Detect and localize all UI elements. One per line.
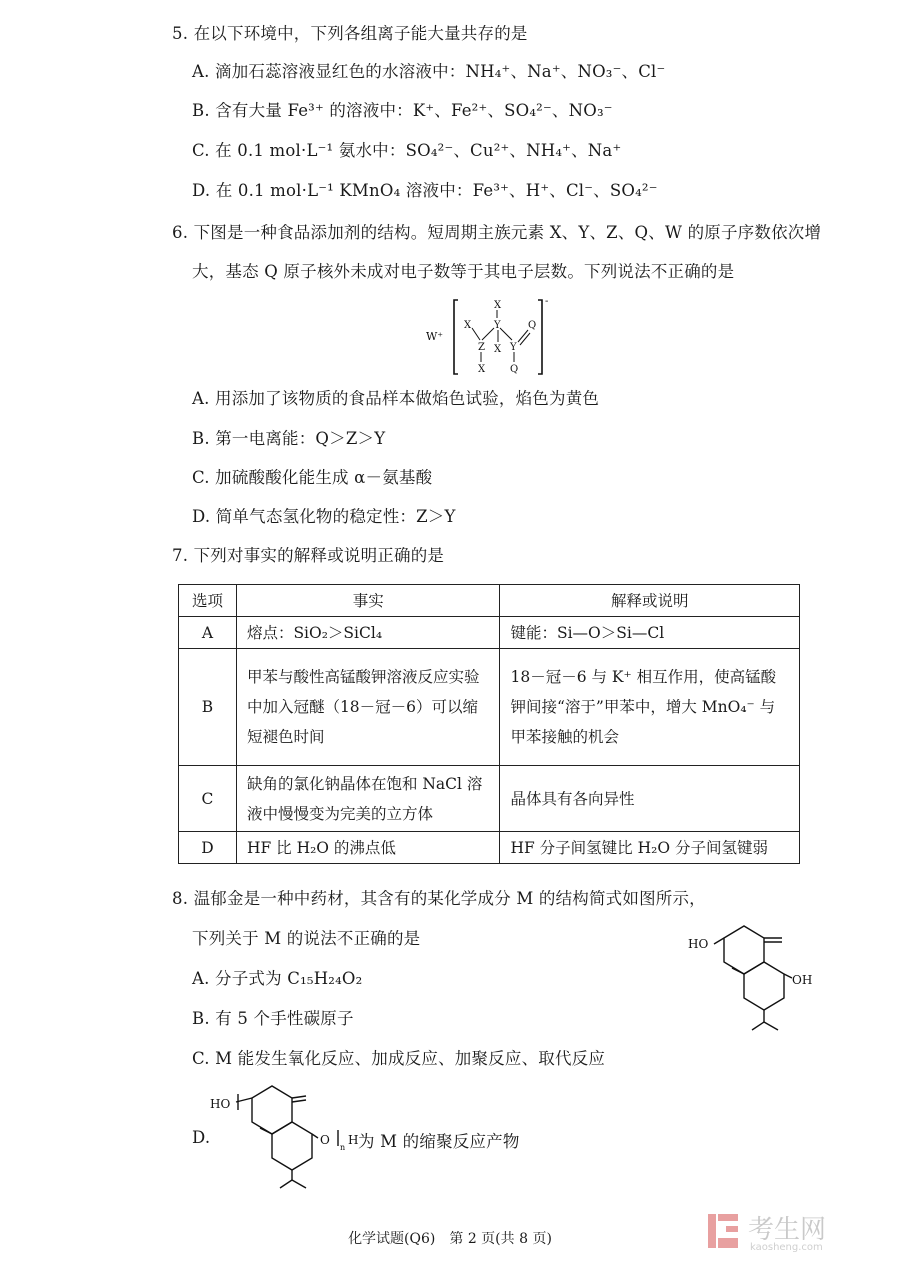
q5-option-d: D. 在 0.1 mol·L⁻¹ KMnO₄ 溶液中：Fe³⁺、H⁺、Cl⁻、SO₄²⁻ bbox=[192, 181, 658, 200]
row-c-fact: 缺角的氯化钠晶体在饱和 NaCl 溶液中慢慢变为完美的立方体 bbox=[236, 766, 500, 832]
q8-mol-oh: OH bbox=[792, 973, 813, 987]
page-footer: 化学试题(Q6) 第 2 页(共 8 页) bbox=[348, 1231, 552, 1247]
q5-option-c: C. 在 0.1 mol·L⁻¹ 氨水中：SO₄²⁻、Cu²⁺、NH₄⁺、Na⁺ bbox=[192, 141, 622, 160]
row-c-option: C bbox=[179, 766, 237, 832]
q8-polymer-o: O bbox=[320, 1133, 330, 1147]
watermark-url: kaosheng.com bbox=[750, 1242, 823, 1253]
q6-option-d: D. 简单气态氢化物的稳定性：Z＞Y bbox=[192, 507, 456, 526]
table-header-explanation: 解释或说明 bbox=[500, 585, 800, 617]
q5-option-b: B. 含有大量 Fe³⁺ 的溶液中：K⁺、Fe²⁺、SO₄²⁻、NO₃⁻ bbox=[192, 101, 613, 120]
table-row bbox=[179, 649, 800, 766]
q7-stem: 7. 下列对事实的解释或说明正确的是 bbox=[172, 546, 445, 565]
row-d-explanation: HF 分子间氢键比 H₂O 分子间氢键弱 bbox=[500, 832, 800, 864]
row-b-option: B bbox=[179, 649, 237, 766]
q8-polymer-h: H bbox=[348, 1133, 358, 1147]
table-row bbox=[179, 766, 800, 832]
q6-struct-w: W⁺ bbox=[426, 330, 444, 343]
table-header-option: 选项 bbox=[179, 585, 237, 617]
row-a-option: A bbox=[179, 617, 237, 649]
q8-option-c: C. M 能发生氧化反应、加成反应、加聚反应、取代反应 bbox=[192, 1049, 606, 1068]
q6-struct-y-right: Y bbox=[510, 342, 517, 353]
table-header-row bbox=[179, 585, 800, 617]
q6-struct-x-top: X bbox=[494, 300, 502, 311]
q8-polymer-structure bbox=[208, 1080, 358, 1200]
q6-option-b: B. 第一电离能：Q＞Z＞Y bbox=[192, 429, 386, 448]
q6-struct-y-center: Y bbox=[494, 320, 501, 331]
q6-struct-q-top: Q bbox=[528, 320, 537, 331]
q6-struct-z: Z bbox=[478, 342, 485, 353]
row-a-explanation: 键能：Si—O＞Si—Cl bbox=[500, 617, 800, 649]
q8-option-a: A. 分子式为 C₁₅H₂₄O₂ bbox=[192, 969, 363, 988]
row-a-fact: 熔点：SiO₂＞SiCl₄ bbox=[236, 617, 500, 649]
q8-polymer-n: n bbox=[340, 1143, 346, 1152]
row-d-fact: HF 比 H₂O 的沸点低 bbox=[236, 832, 500, 864]
q8-option-b: B. 有 5 个手性碳原子 bbox=[192, 1009, 354, 1028]
row-b-fact: 甲苯与酸性高锰酸钾溶液反应实验中加入冠醚（18－冠－6）可以缩短褪色时间 bbox=[236, 649, 500, 766]
table-row bbox=[179, 832, 800, 864]
q6-struct-x-bottom: X bbox=[478, 364, 486, 375]
q6-struct-q-bottom: Q bbox=[510, 364, 519, 375]
q6-struct-charge: - bbox=[545, 296, 549, 307]
q5-stem: 5. 在以下环境中，下列各组离子能大量共存的是 bbox=[172, 24, 528, 43]
q6-structure-diagram bbox=[420, 292, 560, 380]
q6-struct-x-mid: X bbox=[494, 344, 502, 355]
q8-molecule-m bbox=[686, 918, 816, 1048]
watermark-logo bbox=[704, 1208, 884, 1254]
q5-option-a: A. 滴加石蕊溶液显红色的水溶液中：NH₄⁺、Na⁺、NO₃⁻、Cl⁻ bbox=[192, 62, 666, 81]
q8-option-d-label: D. bbox=[192, 1128, 211, 1147]
q8-stem-line2: 下列关于 M 的说法不正确的是 bbox=[192, 929, 421, 948]
row-d-option: D bbox=[179, 832, 237, 864]
q8-stem-line1: 8. 温郁金是一种中药材，其含有的某化学成分 M 的结构简式如图所示， bbox=[172, 889, 706, 908]
watermark-text: 考生网 bbox=[748, 1215, 827, 1245]
q6-struct-x-left: X bbox=[464, 320, 472, 331]
q6-option-c: C. 加硫酸酸化能生成 α－氨基酸 bbox=[192, 468, 433, 487]
q8-polymer-ho: HO bbox=[210, 1097, 231, 1111]
q6-stem-line1: 6. 下图是一种食品添加剂的结构。短周期主族元素 X、Y、Z、Q、W 的原子序数依次增 bbox=[172, 223, 822, 242]
q6-stem-line2: 大，基态 Q 原子核外未成对电子数等于其电子层数。下列说法不正确的是 bbox=[192, 262, 735, 281]
q8-option-d-text: 为 M 的缩聚反应产物 bbox=[358, 1132, 520, 1151]
q8-mol-ho: HO bbox=[688, 937, 709, 951]
table-row bbox=[179, 617, 800, 649]
q7-table bbox=[178, 584, 800, 864]
row-c-explanation: 晶体具有各向异性 bbox=[500, 766, 800, 832]
q6-option-a: A. 用添加了该物质的食品样本做焰色试验，焰色为黄色 bbox=[192, 389, 600, 408]
row-b-explanation: 18－冠－6 与 K⁺ 相互作用，使高锰酸钾间接“溶于”甲苯中，增大 MnO₄⁻ 与甲苯接触的机会 bbox=[500, 649, 800, 766]
table-header-fact: 事实 bbox=[236, 585, 500, 617]
